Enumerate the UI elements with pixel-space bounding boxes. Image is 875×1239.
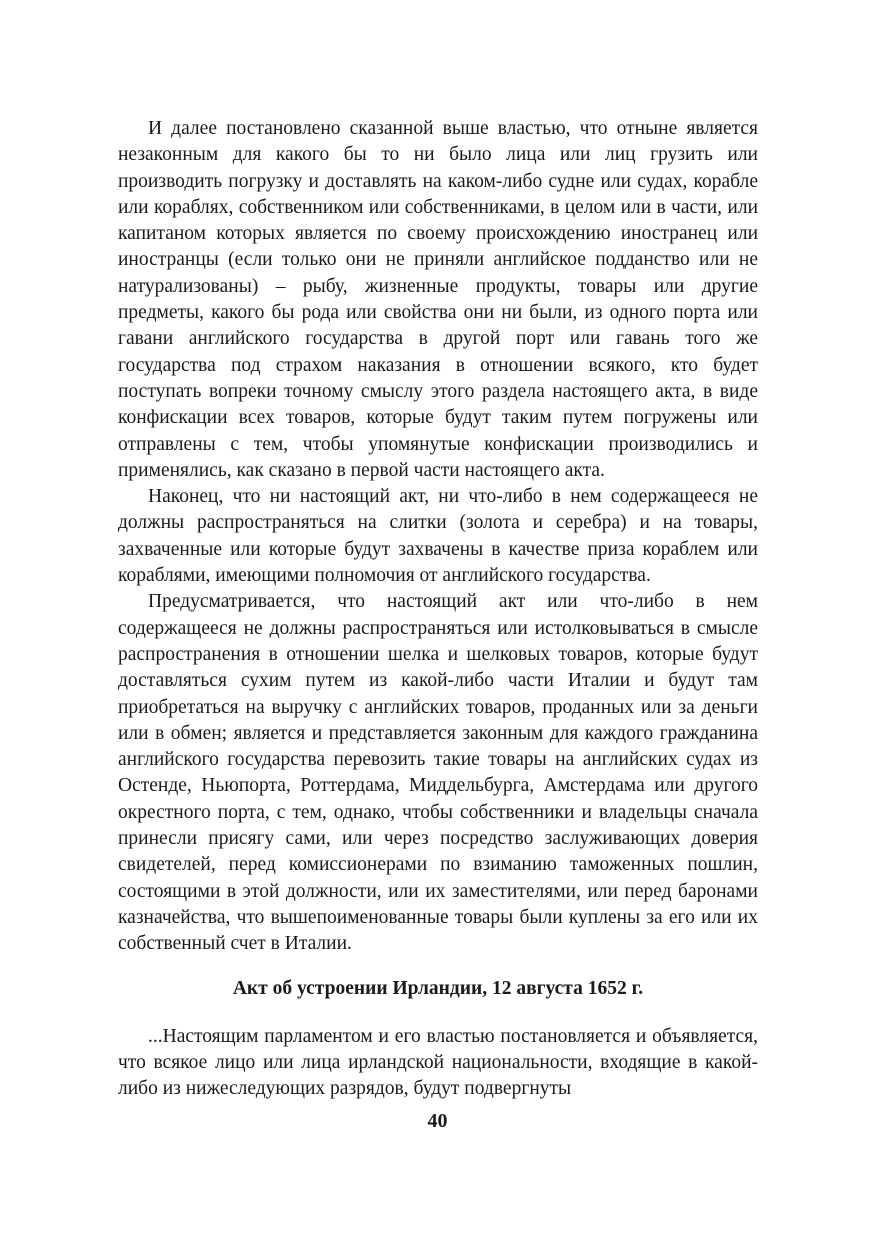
page-number: 40 — [427, 1110, 448, 1132]
paragraph-silk-proviso: Предусматривается, что настоящий акт или что-либо в нем содержащееся не должны распространяться или истолковываться в смысле распространения в отношении шелка и шелковых товаров, которые будут доставляться сухим путем из какой-либо части Италии и будут там приобретаться на выручку с английских товаров, проданных или за деньги или в обмен; является и представляется законным для каждого гражданина английского государства перевозить такие товары на английских судах из Остенде, Ньюпорта, Роттердама, Миддельбурга, Амстердама или другого окрестного порта, с тем, однако, чтобы собственники и владельцы сначала принесли присягу сами, или через посредство заслуживающих доверия свидетелей, перед комиссионерами по взиманию таможенных пошлин, состоящими в этой должности, или их заместителями, или перед баронами казначейства, что вышепоименованные товары были куплены за его или их собственный счет в Италии. — [118, 591, 758, 955]
paragraph-ireland-act: ...Настоящим парламентом и его властью постановляется и объявляется, что всякое лицо или лица ирландской национальности, входящие в какой-либо из нижеследующих разрядов, будут подвергнуты — [118, 1025, 758, 1100]
paragraph-bullion-exception: Наконец, что ни настоящий акт, ни что-либо в нем содержащееся не должны распространяться на слитки (золота и серебра) и на товары, захваченные или которые будут захвачены в качестве приза кораблем или кораблями, имеющими полномочия от английского государства. — [118, 486, 758, 587]
page-body — [118, 116, 758, 1102]
paragraph-foreign-shipping: И далее постановлено сказанной выше властью, что отныне является незаконным для какого бы то ни было лица или лиц грузить или производить погрузку и доставлять на каком-либо судне или судах, корабле или кораблях, собственником или собственниками, в целом или в части, или капитаном которых является по своему происхождению иностранец или иностранцы (если только они не приняли английское подданство или не натурализованы) – рыбу, жизненные продукты, товары или другие предметы, какого бы рода или свойства они ни были, из одного порта или гавани английского государства в другой порт или гавань того же государства под страхом наказания в отношении всякого, кто будет поступать вопреки точному смыслу этого раздела настоящего акта, в виде конфискации всех товаров, которые будут таким путем погружены или отправлены с тем, чтобы упомянутые конфискации производились и применялись, как сказано в первой части настоящего акта. — [118, 118, 758, 481]
section-heading: Акт об устроении Ирландии, 12 августа 1652 г. — [232, 977, 644, 999]
